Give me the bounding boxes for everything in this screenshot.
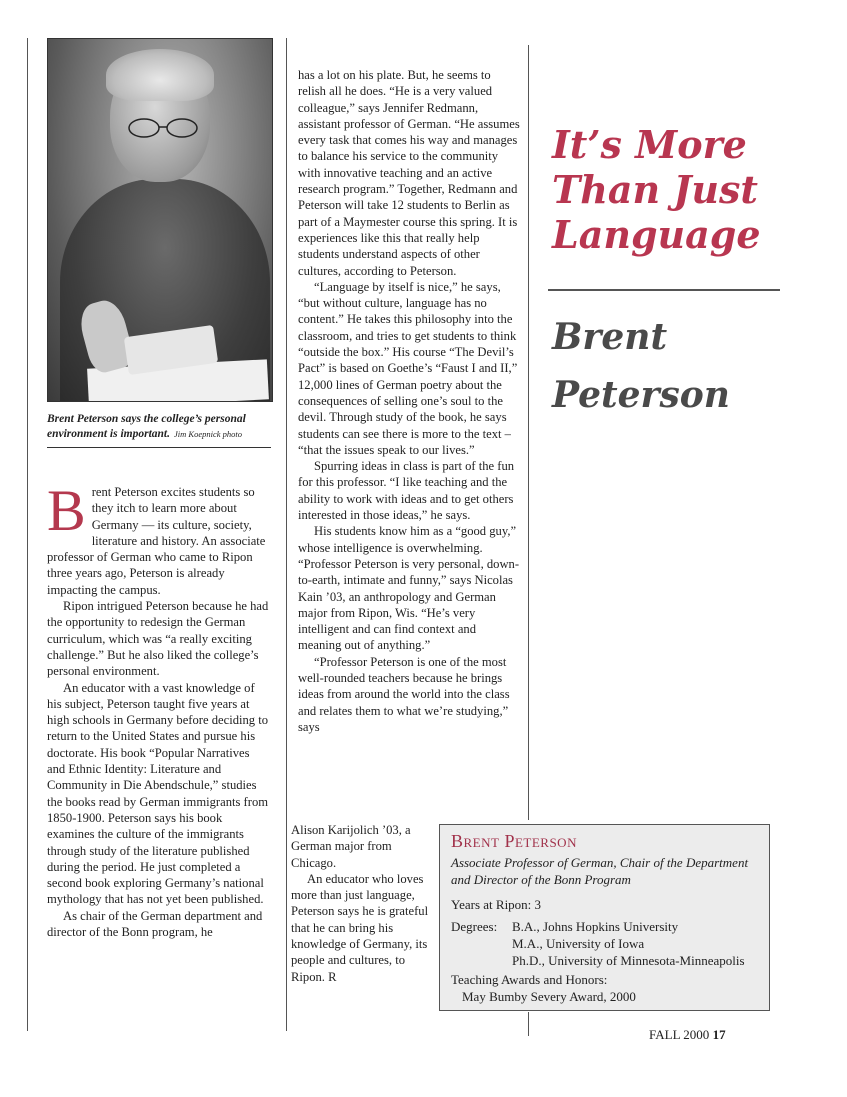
- paragraph-10: An educator who loves more than just language, Peterson says he is grateful that he can bring his knowledge of Germany, its people and cultures, to Ripon. R: [291, 871, 429, 984]
- paragraph-5: has a lot on his plate. But, he seems to relish all he does. “He is a very valued colleague,” says Jennifer Redmann, assistant professor of German. “He assumes every task that comes his way and manages to balance his service to the community with innovative teaching and an active research program.” Together, Redmann and Peterson will take 12 students to Berlin as part of a Maymester course this spring. It is experiences like this that really help students understand aspects of other cultures, according to Peterson.: [298, 68, 520, 278]
- page-number: 17: [712, 1027, 726, 1042]
- column-rule-middle: [286, 38, 287, 1031]
- portrait-photo: [47, 38, 273, 402]
- paragraph-6: “Language by itself is nice,” he says, “but without culture, language has no content.” He takes this philosophy into the classroom, and tries to get students to think “outside the box.” His course “The Devil’s Pact” is based on Goethe’s “Faust I and II,” 12,000 lines of German poetry about the consequences of selling one’s soul to the devil. Through study of the book, he says students can see there is more to the text – “that the issues speak to our lives.”: [298, 279, 518, 457]
- headline-rule: [548, 289, 780, 291]
- paragraph-1: Brent Peterson excites students so they itch to learn more about Germany — its culture, society, literature and history. An associate professor of German who came to Ripon three years ago, Peterson is already impacting the campus.: [47, 478, 266, 597]
- paragraph-9-cont: Alison Karijolich ’03, a German major from Chicago.: [291, 823, 411, 870]
- degree-2: M.A., University of Iowa: [512, 936, 645, 951]
- drop-cap: B: [47, 478, 86, 543]
- profile-degrees-label: Degrees:: [451, 919, 498, 934]
- caption-rule: [47, 447, 271, 448]
- subject-name: [552, 308, 730, 424]
- degree-3: Ph.D., University of Minnesota-Minneapolis: [512, 953, 745, 968]
- column-rule-right: [528, 45, 529, 820]
- paragraph-9: “Professor Peterson is one of the most well-rounded teachers because he brings ideas from around the world into the class and relates them to what we’re studying,” says: [298, 654, 510, 734]
- column-rule-right-lower: [528, 1012, 529, 1036]
- headline-line-1: It’s More: [552, 122, 747, 167]
- end-mark: R: [328, 969, 337, 984]
- column-rule-left: [27, 38, 28, 1031]
- photo-credit: Jim Koepnick photo: [174, 429, 242, 439]
- profile-box: [439, 824, 770, 1011]
- awards-label: Teaching Awards and Honors:: [451, 972, 608, 987]
- profile-years: Years at Ripon: 3: [451, 897, 542, 912]
- paragraph-2: Ripon intrigued Peterson because he had the opportunity to redesign the German curriculum, which was “a really exciting challenge.” But he also liked the college’s personal environment.: [47, 599, 269, 679]
- degree-1: B.A., Johns Hopkins University: [512, 919, 679, 934]
- article-column-2: [298, 67, 520, 735]
- headline: [552, 122, 812, 257]
- profile-title: Associate Professor of German, Chair of the Department and Director of the Bonn Program: [451, 855, 749, 887]
- paragraph-8: His students know him as a “good guy,” whose intelligence is overwhelming. “Professor Peterson is very personal, down-to-earth, intimate and funny,” says Nicolas Kain ’03, an anthropology and German major from Ripon, Wis. “He’s very intelligent and can find context and meaning out of anything.”: [298, 524, 520, 653]
- paragraph-4: As chair of the German department and director of the Bonn program, he: [47, 908, 263, 940]
- subject-name-last: Peterson: [552, 374, 730, 416]
- article-column-2-narrow: [291, 822, 429, 985]
- headline-line-2: Than Just: [552, 167, 758, 212]
- page-footer: [649, 1027, 726, 1043]
- paragraph-3: An educator with a vast knowledge of his subject, Peterson taught five years at high schools in Germany before deciding to return to the United States and pursue his doctorate. His book “Popular Narratives and Ethnic Identity: Literature and Community in Die Abendschule,” studies the books read by German immigrants from 1850-1900. Peterson says his book examines the culture of the immigrants through study of the literature published during the period. He just completed a second book exploring Germany’s national mythology that has not yet been published.: [47, 680, 269, 907]
- issue-label: FALL 2000: [649, 1027, 710, 1042]
- subject-name-first: Brent: [552, 316, 668, 358]
- award-item: May Bumby Severy Award, 2000: [462, 989, 636, 1004]
- paragraph-7: Spurring ideas in class is part of the fun for this professor. “I like teaching and the ability to work with ideas and to get others interested in those ideas,” he says.: [298, 459, 515, 523]
- article-column-1: [47, 478, 269, 940]
- headline-line-3: Language: [552, 212, 761, 257]
- profile-name: Brent Peterson: [451, 831, 577, 851]
- photo-caption: [47, 412, 269, 442]
- caption-text: Brent Peterson says the college’s personal environment is important.: [47, 413, 246, 440]
